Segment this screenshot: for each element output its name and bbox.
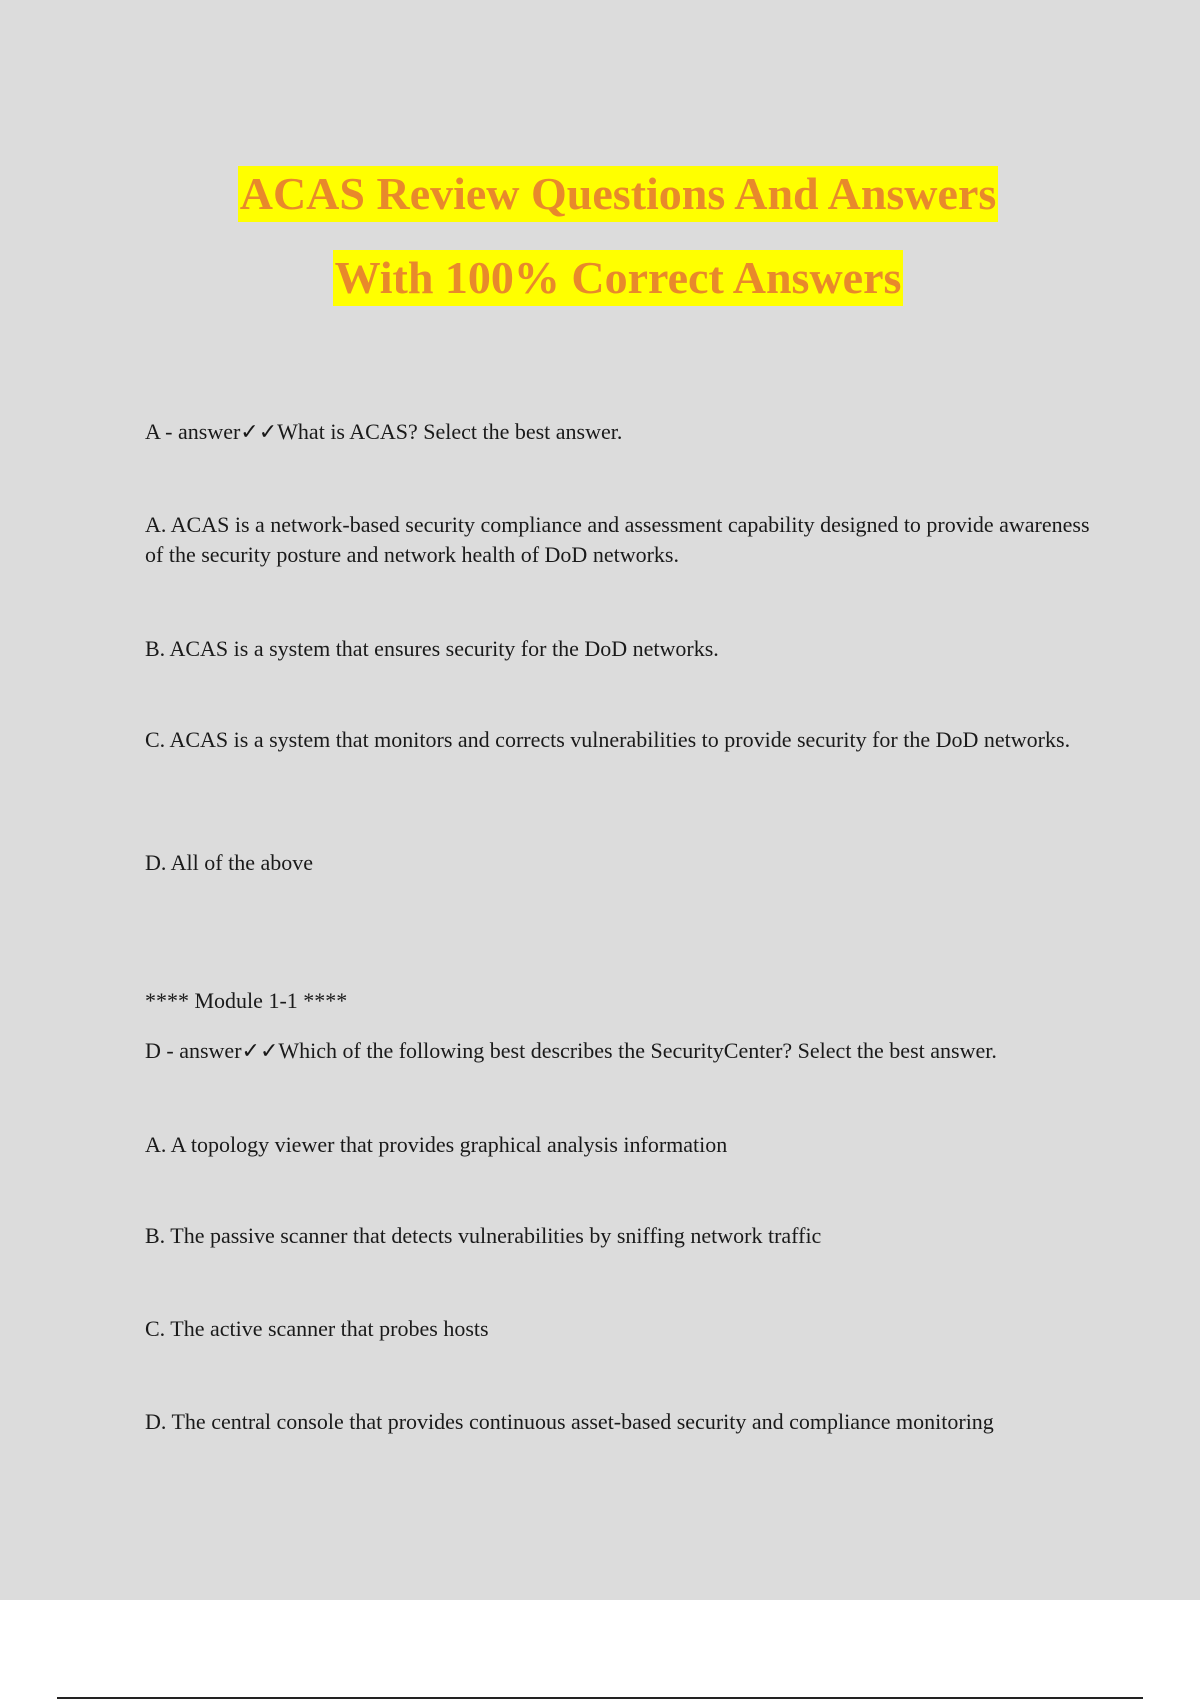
question-2: D - answer✓✓Which of the following best describes the SecurityCenter? Select the best answer.: [145, 1038, 997, 1063]
title-line-1: ACAS Review Questions And Answers: [238, 166, 999, 222]
q1-option-d: D. All of the above: [145, 850, 314, 875]
q1-option-b: B. ACAS is a system that ensures security for the DoD networks.: [145, 636, 719, 661]
title-line-2: With 100% Correct Answers: [333, 250, 904, 306]
q2-option-a: A. A topology viewer that provides graphical analysis information: [145, 1132, 728, 1157]
q2-option-b: B. The passive scanner that detects vulnerabilities by sniffing network traffic: [145, 1223, 822, 1248]
q1-option-a: A. ACAS is a network-based security compliance and assessment capability designed to provide awareness of the security posture and network health of DoD networks.: [145, 512, 1090, 567]
q1-option-c: C. ACAS is a system that monitors and corrects vulnerabilities to provide security for the DoD networks.: [145, 727, 1071, 752]
module-heading: **** Module 1-1 ****: [145, 988, 348, 1013]
document-title: [0, 166, 1200, 306]
q2-option-d: D. The central console that provides continuous asset-based security and compliance monitoring: [145, 1409, 994, 1434]
question-1: A - answer✓✓What is ACAS? Select the best answer.: [145, 419, 623, 444]
footer-divider: [57, 1697, 1143, 1699]
q2-option-c: C. The active scanner that probes hosts: [145, 1316, 489, 1341]
